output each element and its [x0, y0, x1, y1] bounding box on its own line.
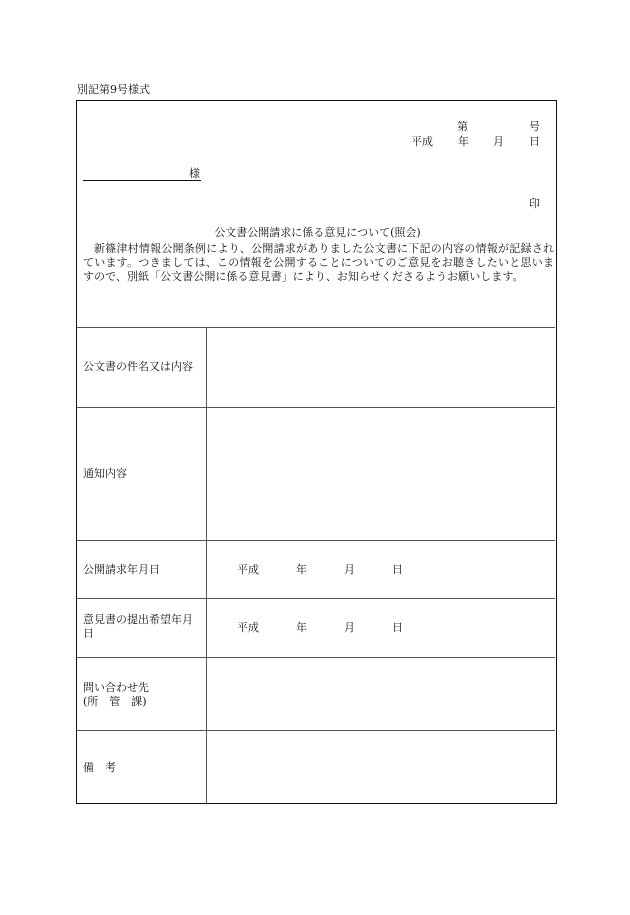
row-label-subject: 公文書の件名又は内容: [83, 360, 193, 373]
table-row-contact: [77, 657, 555, 730]
request-date-era: 平成: [237, 563, 259, 576]
table-row-request-date: [77, 540, 555, 598]
row-label-contact: 問い合わせ先 (所 管 課): [83, 681, 149, 708]
row-label-desired-date: 意見書の提出希望年月日: [83, 613, 193, 640]
row-label-request-date: 公開請求年月日: [83, 563, 160, 576]
doc-number-go: 号: [529, 120, 540, 133]
request-date-day: 日: [392, 563, 403, 576]
form-frame: [76, 100, 557, 804]
table-row-desired-date: [77, 598, 555, 657]
desired-date-month: 月: [344, 621, 355, 634]
desired-date-era: 平成: [237, 621, 259, 634]
desired-date-day: 日: [392, 621, 403, 634]
date-day: 日: [529, 135, 540, 148]
request-date-year: 年: [296, 563, 307, 576]
desired-date-year: 年: [296, 621, 307, 634]
body-paragraph: 新篠津村情報公開条例により、公開請求がありました公文書に下記の内容の情報が記録されています。つきましては、この情報を公開することについてのご意見をお聴きしたいと思いますので、別紙「公文書公開に係る意見書」により、お知らせくださるようお願いします。: [83, 242, 554, 283]
date-era: 平成: [411, 135, 433, 148]
doc-number-dai: 第: [457, 120, 468, 133]
table-row-notice: [77, 407, 555, 540]
row-label-remarks: 備 考: [83, 761, 116, 774]
date-month: 月: [493, 135, 504, 148]
row-label-notice: 通知内容: [83, 467, 127, 480]
table-row-subject: [77, 327, 555, 407]
form-number-label: 別記第9号様式: [77, 83, 150, 96]
request-date-month: 月: [344, 563, 355, 576]
addressee-line: [83, 180, 201, 181]
addressee-sama: 様: [189, 167, 200, 180]
seal-mark: 印: [529, 197, 540, 210]
date-year: 年: [458, 135, 469, 148]
info-table: [77, 327, 555, 803]
table-row-remarks: [77, 730, 555, 803]
document-title: 公文書公開請求に係る意見について(照会): [214, 226, 421, 239]
